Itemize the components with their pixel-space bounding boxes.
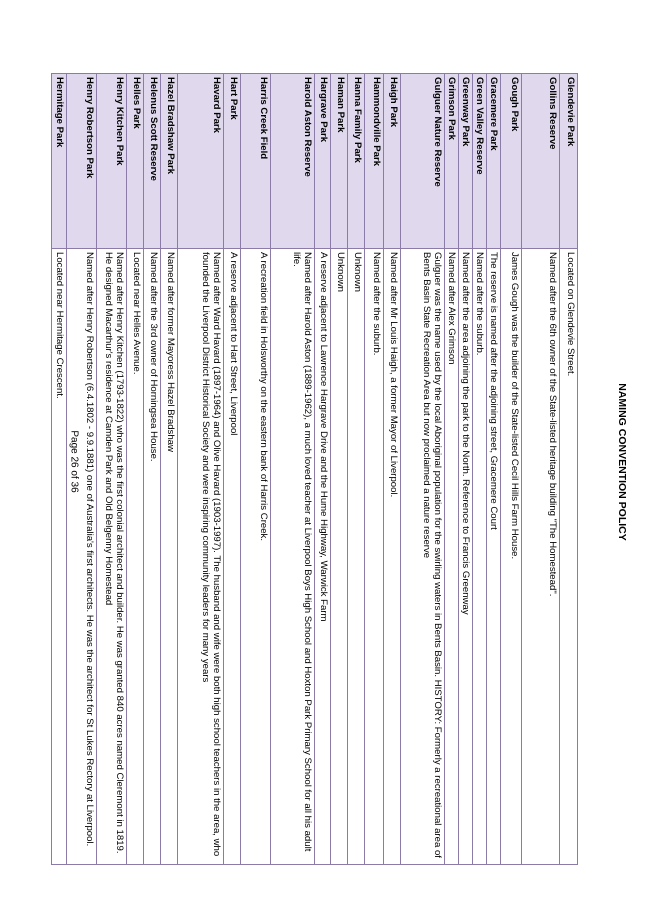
park-description: A reserve adjacent to Hart Street, Liverpool <box>224 249 241 865</box>
park-name: Havard Park <box>178 74 224 249</box>
park-name: Hazel Bradshaw Park <box>161 74 178 249</box>
park-description: Unknown <box>348 249 365 865</box>
park-description: Gulguer was the name used by the local Aboriginal population for the swirling waters in Bents Basin. HISTORY: Formerly a recreational area of Bents Basin State Recreation Area but now proclaimed a nature reserve <box>401 249 445 865</box>
table-row <box>144 74 161 865</box>
park-name: Hanna Family Park <box>348 74 365 249</box>
table-row <box>459 74 473 865</box>
table-row <box>97 74 127 865</box>
park-name: Harris Creek Field <box>241 74 271 249</box>
park-description: Named after the area adjoining the park to the North. Reference to Francis Greenway <box>459 249 473 865</box>
park-name: Henry Kitchen Park <box>97 74 127 249</box>
park-description: Located near Helles Avenue. <box>127 249 144 865</box>
park-description: Named after Mr Louis Haigh, a former Mayor of Liverpool. <box>384 249 401 865</box>
park-description: Named after Harold Aston (1889-1962), a much loved teacher at Liverpool Boys High School and Hoxton Park Primary School for all his adult life. <box>271 249 315 865</box>
table-row <box>560 74 578 865</box>
page-footer <box>62 0 86 923</box>
park-name: Hart Park <box>224 74 241 249</box>
park-description: Named after the 3rd owner of Horningsea House. <box>144 249 161 865</box>
park-description: Named after Henry Kitchen (1793-1822) who was the first colonial architect and builder. He was granted 840 acres named Cleremont in 1819. He designed Macarthur's residence at Camden Park and Old Belgenny Homestead <box>97 249 127 865</box>
table-row <box>487 74 501 865</box>
page-title: NAMING CONVENTION POLICY <box>616 382 629 541</box>
park-description: A reserve adjacent to Lawrence Hargrave Drive and the Hume Highway, Warwick Farm <box>315 249 331 865</box>
park-name: Greenway Park <box>459 74 473 249</box>
park-name: Hargrave Park <box>315 74 331 249</box>
park-name: Gollins Reserve <box>522 74 560 249</box>
park-name: Hammondville Park <box>365 74 384 249</box>
park-description: Located on Glendevie Street. <box>560 249 578 865</box>
park-name: Haman Park <box>331 74 348 249</box>
naming-table <box>51 73 578 865</box>
park-description: Named after Henry Robertson (6.4.1802 - 9.9.1881) one of Australia's first architects. He was the architect for St Lukes Rectory at Liverpool. <box>67 249 97 865</box>
park-name: Harold Aston Reserve <box>271 74 315 249</box>
park-description: Located near Hermitage Crescent. <box>52 249 67 865</box>
page-number: Page 26 of 36 <box>68 430 80 493</box>
table-row <box>331 74 348 865</box>
table-row <box>271 74 315 865</box>
naming-table-body <box>52 74 578 865</box>
table-row <box>473 74 487 865</box>
park-name: Gracemere Park <box>487 74 501 249</box>
park-name: Grimson Park <box>445 74 459 249</box>
table-row <box>224 74 241 865</box>
park-description: A recreation field in Holsworthy on the eastern bank of Harris Creek. <box>241 249 271 865</box>
park-name: Helenus Scott Reserve <box>144 74 161 249</box>
park-description: The reserve is named after the adjoining street, Gracemere Court <box>487 249 501 865</box>
table-row <box>522 74 560 865</box>
table-row <box>384 74 401 865</box>
page-header <box>602 0 642 923</box>
table-row <box>315 74 331 865</box>
park-name: Haigh Park <box>384 74 401 249</box>
table-row <box>365 74 384 865</box>
park-description: Named after the suburb. <box>473 249 487 865</box>
table-row <box>178 74 224 865</box>
park-description: Named after the suburb. <box>365 249 384 865</box>
park-description: Named after former Mayoress Hazel Bradshaw <box>161 249 178 865</box>
table-row <box>161 74 178 865</box>
park-description: James Gough was the builder of the State-listed Cecil Hills Farm House. <box>501 249 522 865</box>
table-row <box>127 74 144 865</box>
park-description: Named after the 6th owner of the State-listed heritage building "The Homestead". <box>522 249 560 865</box>
table-row <box>501 74 522 865</box>
park-name: Gulguer Nature Reserve <box>401 74 445 249</box>
park-name: Green Valley Reserve <box>473 74 487 249</box>
park-name: Hermitage Park <box>52 74 67 249</box>
table-row <box>348 74 365 865</box>
park-name: Helles Park <box>127 74 144 249</box>
park-description: Named after Alex Grimson <box>445 249 459 865</box>
park-name: Henry Robertson Park <box>67 74 97 249</box>
park-description: Named after Ward Havard (1897-1964) and Olive Havard (1903-1997). The husband and wife were both high school teachers in the area, who founded the Liverpool District Historical Society and were inspiring community leaders for many years <box>178 249 224 865</box>
table-row <box>401 74 445 865</box>
park-description: Unknown <box>331 249 348 865</box>
park-name: Gough Park <box>501 74 522 249</box>
park-name: Glendevie Park <box>560 74 578 249</box>
table-row <box>445 74 459 865</box>
table-row <box>241 74 271 865</box>
